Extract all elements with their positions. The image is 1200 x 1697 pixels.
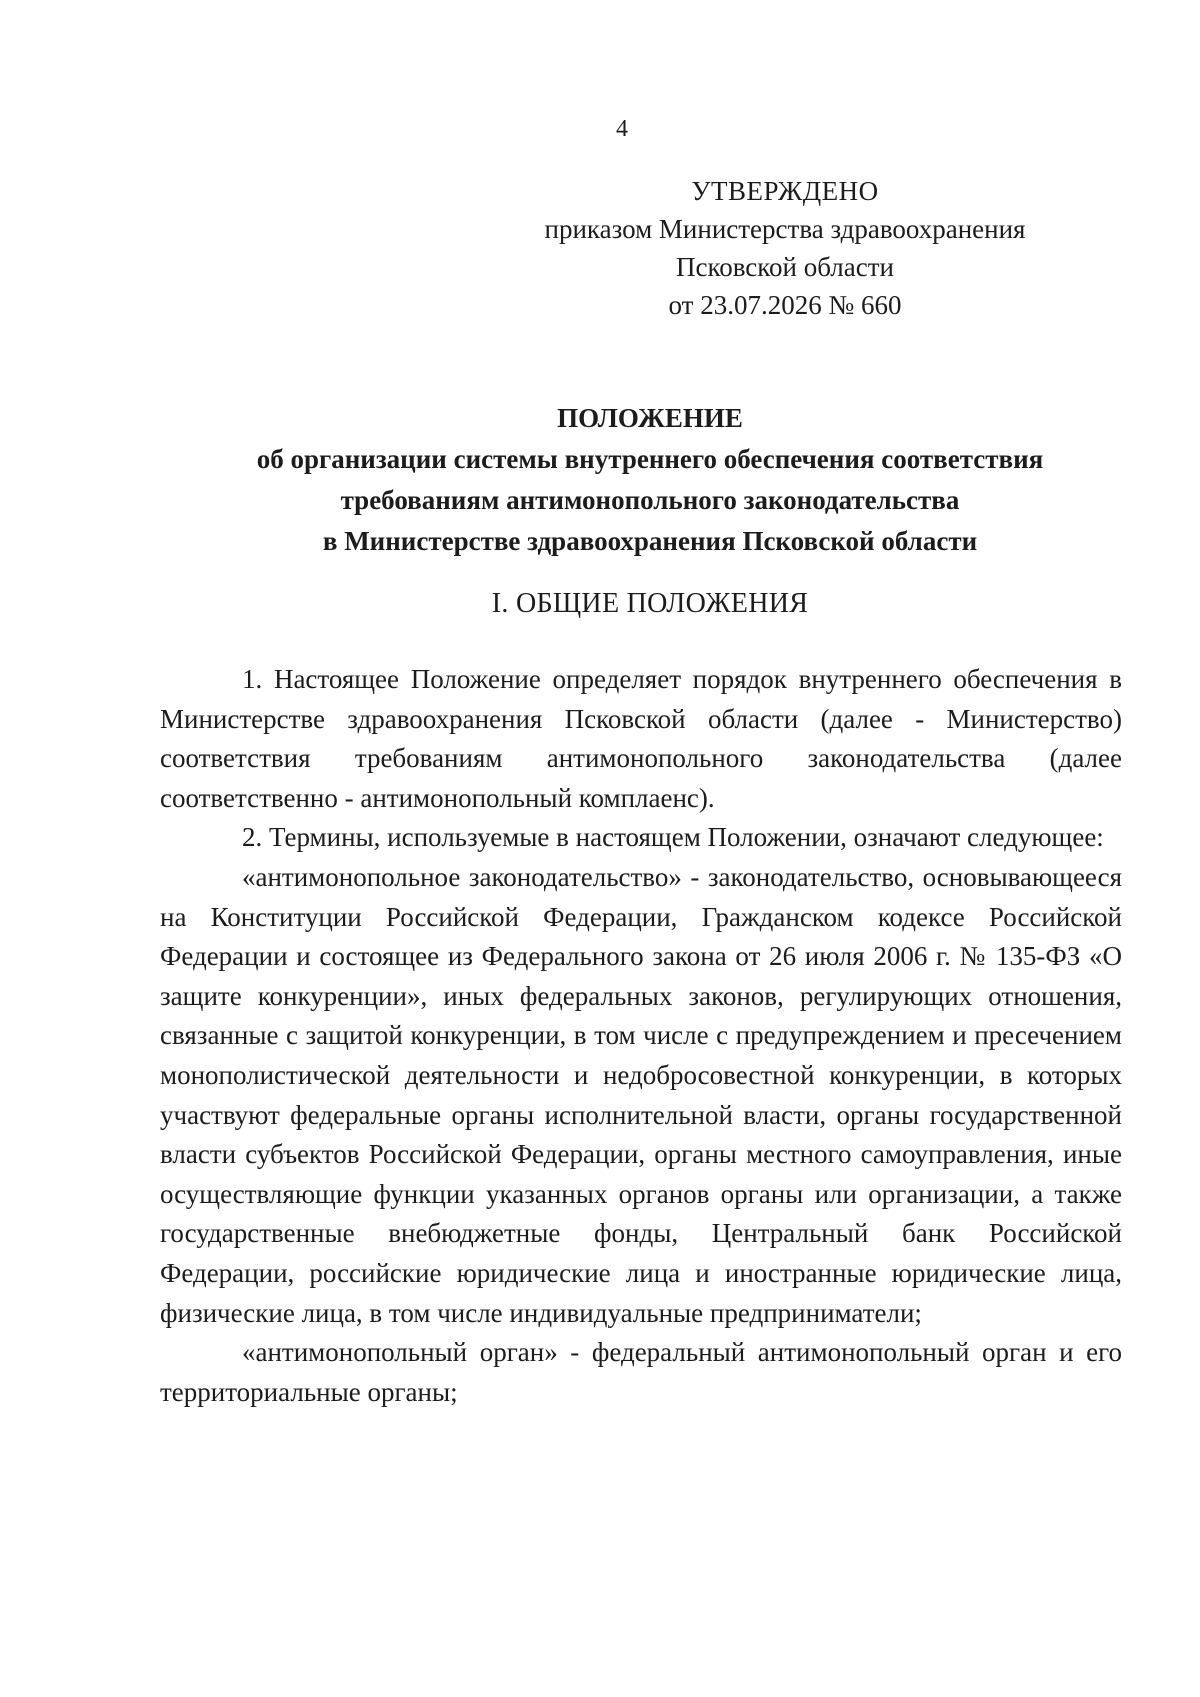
section-heading: I. ОБЩИЕ ПОЛОЖЕНИЯ (491, 588, 809, 619)
paragraph-definition-law: «антимонопольное законодательство» - законодательство, основывающееся на Конституции Российской Федерации, Гражданском кодексе Российской Федерации и состоящее из Федерального закона от 26 июля 2006 г. № 135-ФЗ «О защите конкуренции», иных федеральных законов, регулирующих отношения, связанные с защитой конкуренции, в том числе с предупреждением и пресечением монополистической деятельности и недобросовестной конкуренции, в которых участвуют федеральные органы исполнительной власти, органы государственной власти субъектов Российской Федерации, органы местного самоуправления, иные осуществляющие функции указанных органов органы или организации, а также государственные внебюджетные фонды, Центральный банк Российской Федерации, российские юридические лица и иностранные юридические лица, физические лица, в том числе индивидуальные предприниматели; (160, 861, 1122, 1328)
title-subline-3: в Министерстве здравоохранения Псковской области (322, 526, 978, 556)
approval-date-number: от 23.07.2026 № 660 (668, 290, 902, 320)
body-text (160, 660, 1122, 1412)
approved-label: УТВЕРЖДЕНО (691, 176, 879, 206)
approval-order-line: приказом Министерства здравоохранения (544, 214, 1026, 244)
paragraph-1: 1. Настоящее Положение определяет порядок внутреннего обеспечения в Министерстве здравоохранения Псковской области (далее - Министерство) соответствия требованиям антимонопольного законодательства (далее соответственно - антимонопольный комплаенс). (160, 664, 1122, 813)
approval-stamp-block (480, 172, 1090, 324)
title-subline-1: об организации системы внутреннего обеспечения соответствия (256, 444, 1044, 474)
page-number: 4 (616, 116, 628, 142)
paragraph-2: 2. Термины, используемые в настоящем Положении, означают следующее: (242, 822, 1104, 853)
title-main: ПОЛОЖЕНИЕ (557, 403, 743, 433)
paragraph-definition-authority: «антимонопольный орган» - федеральный антимонопольный орган и его территориальные органы; (160, 1337, 1122, 1407)
approval-region-line: Псковской области (675, 252, 894, 282)
title-subline-2: требованиям антимонопольного законодательства (340, 485, 960, 515)
document-title (150, 398, 1150, 562)
